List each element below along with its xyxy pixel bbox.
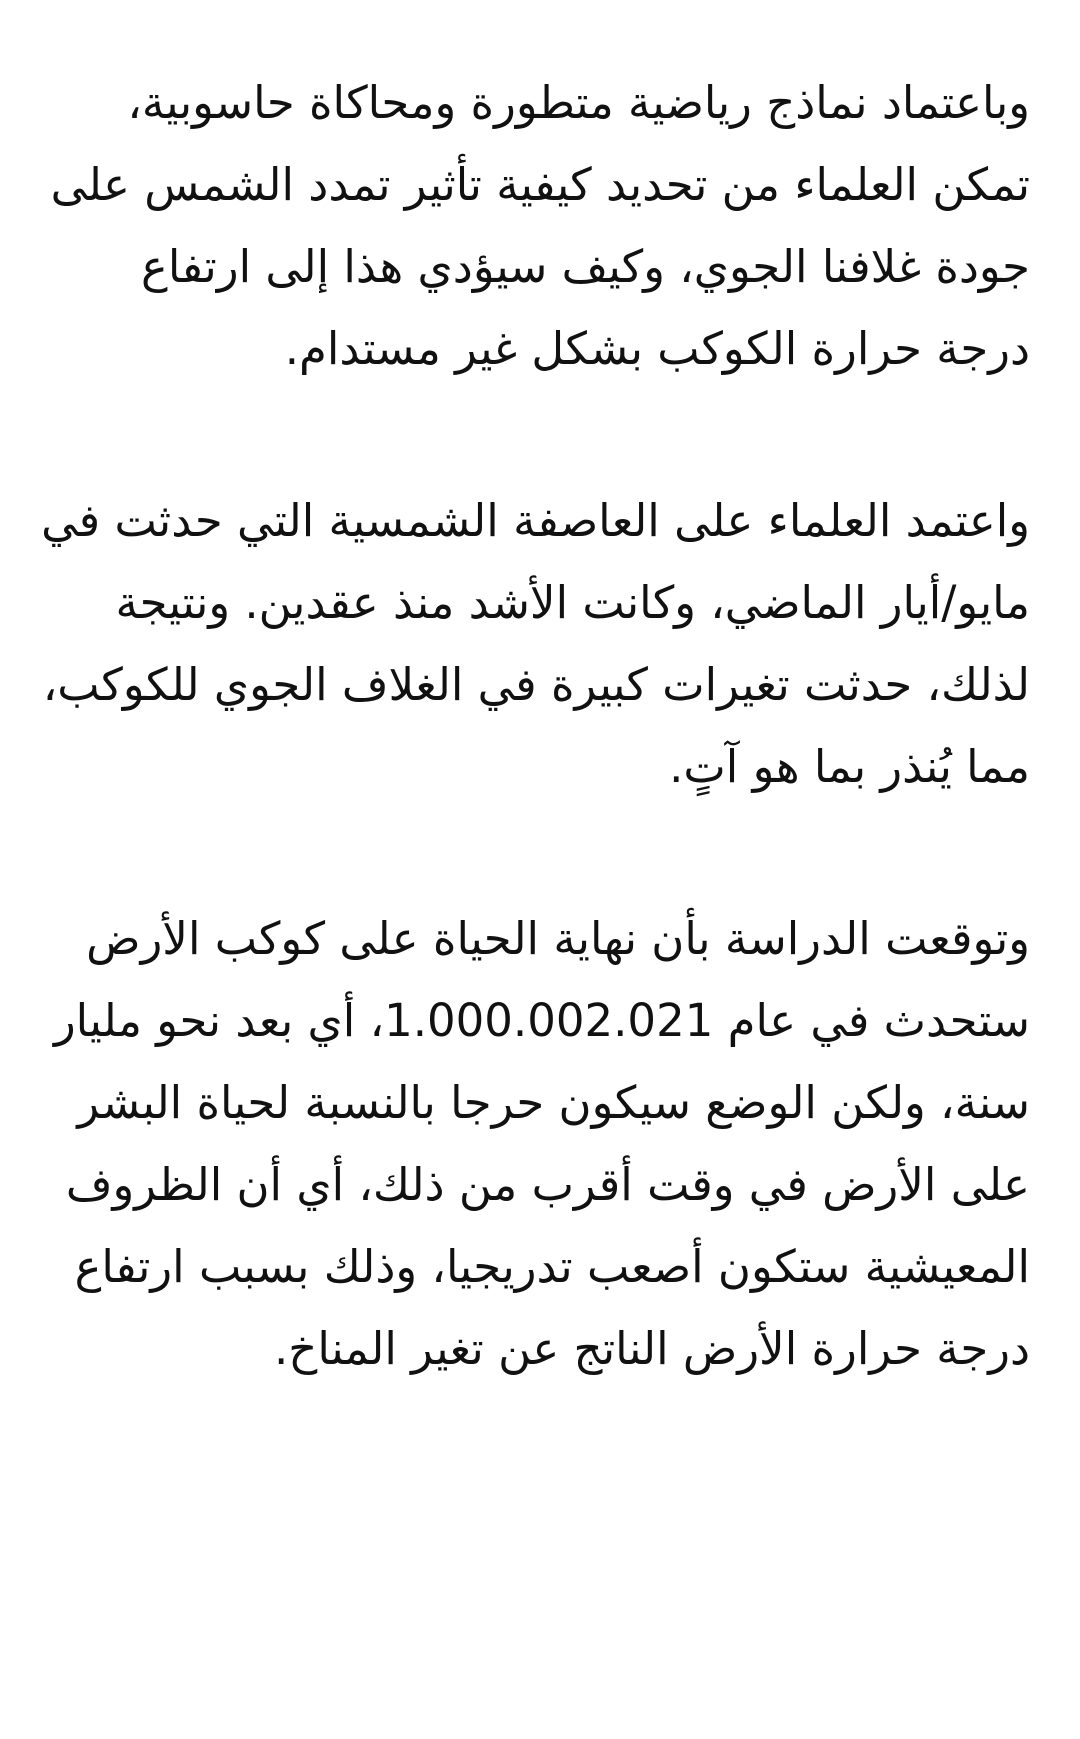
article-body <box>0 62 1080 1390</box>
paragraph-3: وتوقعت الدراسة بأن نهاية الحياة على كوكب الأرض ستحدث في عام 1.000.002.021، أي بعد نحو مليار سنة، ولكن الوضع سيكون حرجا بالنسبة لحياة البشر على الأرض في وقت أقرب من ذلك، أي أن الظروف المعيشية ستكون أصعب تدريجيا، وذلك بسبب ارتفاع درجة حرارة الأرض الناتج عن تغير المناخ. <box>53 912 1030 1375</box>
paragraph-1: وباعتماد نماذج رياضية متطورة ومحاكاة حاسوبية، تمكن العلماء من تحديد كيفية تأثير تمدد الشمس على جودة غلافنا الجوي، وكيف سيؤدي هذا إلى ارتفاع درجة حرارة الكوكب بشكل غير مستدام. <box>50 76 1030 375</box>
paragraph-2: واعتمد العلماء على العاصفة الشمسية التي حدثت في مايو/أيار الماضي، وكانت الأشد منذ عقدين. ونتيجة لذلك، حدثت تغيرات كبيرة في الغلاف الجوي للكوكب، مما يُنذر بما هو آتٍ. <box>41 494 1030 793</box>
